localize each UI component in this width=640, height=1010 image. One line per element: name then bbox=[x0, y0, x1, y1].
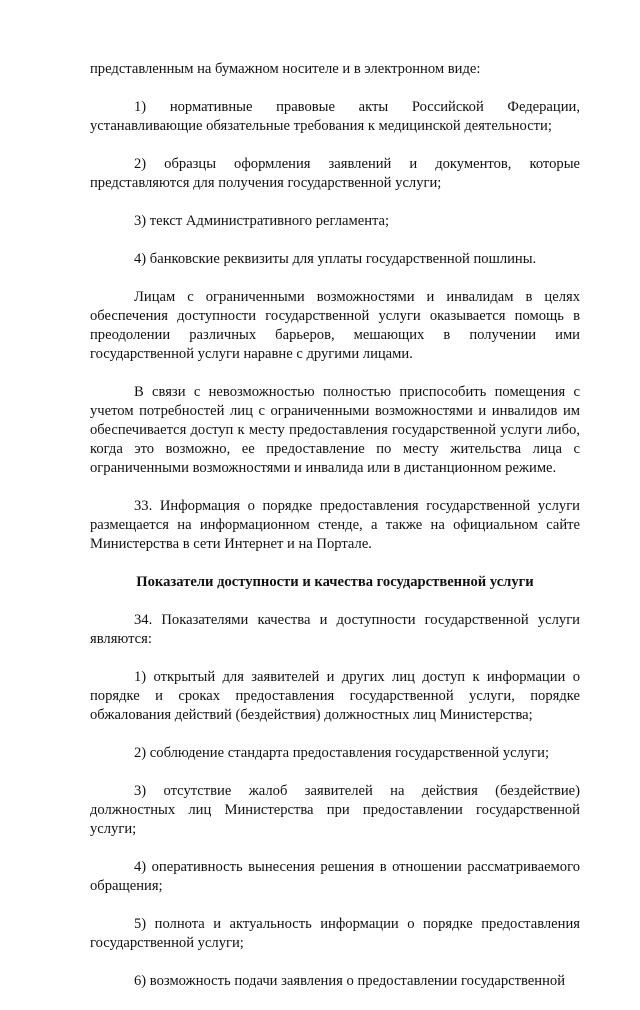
list-item-standard-compliance: 2) соблюдение стандарта предоставления государственной услуги; bbox=[134, 745, 550, 761]
document-page bbox=[90, 60, 580, 1010]
list-item-bank-details: 4) банковские реквизиты для уплаты государственной пошлины. bbox=[134, 251, 537, 267]
list-item-application-submission: 6) возможность подачи заявления о предоставлении государственной bbox=[134, 973, 566, 989]
list-item-decision-speed: 4) оперативность вынесения решения в отношении рассматриваемого обращения; bbox=[90, 859, 580, 894]
list-item-open-access: 1) открытый для заявителей и других лиц доступ к информации о порядке и сроках предоставления государственной услуги, порядке обжалования действий (бездействия) должностных лиц Министерства; bbox=[90, 669, 580, 723]
section-heading: Показатели доступности и качества государственной услуги bbox=[136, 574, 534, 590]
paragraph-33-information: 33. Информация о порядке предоставления государственной услуги размещается на информационном стенде, а также на официальном сайте Министерства в сети Интернет и на Портале. bbox=[90, 498, 580, 552]
paragraph-continuation: представленным на бумажном носителе и в электронном виде: bbox=[90, 61, 481, 77]
list-item-information-completeness: 5) полнота и актуальность информации о порядке предоставления государственной услуги; bbox=[90, 916, 580, 951]
paragraph-disability-assistance: Лицам с ограниченными возможностями и инвалидам в целях обеспечения доступности государственной услуги оказывается помощь в преодолении различных барьеров, мешающих в получении ими государственной услуги наравне с другими лицами. bbox=[90, 289, 580, 362]
list-item-no-complaints: 3) отсутствие жалоб заявителей на действия (бездействие) должностных лиц Министерства при предоставлении государственной услуги; bbox=[90, 783, 580, 837]
paragraph-premises-access: В связи с невозможностью полностью приспособить помещения с учетом потребностей лиц с ограниченными возможностями и инвалидов им обеспечивается доступ к месту предоставления государственной услуги либо, когда это возможно, ее предоставление по месту жительства лица с ограниченными возможностями и инвалида или в дистанционном режиме. bbox=[90, 384, 580, 476]
list-item-regulation-text: 3) текст Административного регламента; bbox=[134, 213, 390, 229]
list-item-normative-acts: 1) нормативные правовые акты Российской Федерации, устанавливающие обязательные требования к медицинской деятельности; bbox=[90, 99, 580, 134]
list-item-form-samples: 2) образцы оформления заявлений и документов, которые представляются для получения государственной услуги; bbox=[90, 156, 580, 191]
paragraph-34-indicators: 34. Показателями качества и доступности государственной услуги являются: bbox=[90, 612, 580, 647]
